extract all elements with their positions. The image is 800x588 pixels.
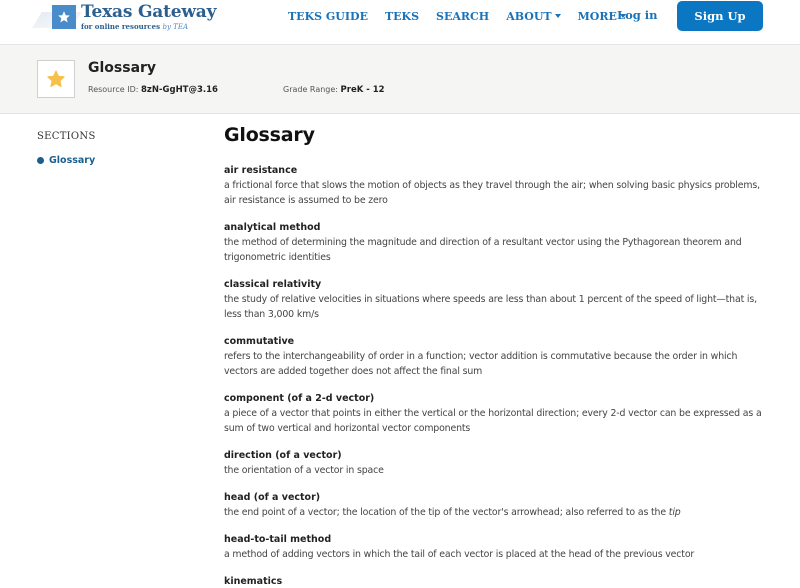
resource-id-value: 8zN-GgHT@3.16 [141, 85, 218, 95]
resource-id-label: Resource ID: [88, 85, 139, 94]
glossary-entry [224, 574, 769, 588]
nav-label: TEKS GUIDE [288, 9, 368, 23]
glossary-entry [224, 277, 769, 322]
glossary-entry [224, 220, 769, 265]
logo-subtitle-text: for online resources [81, 21, 161, 31]
logo-subtitle [81, 23, 216, 31]
glossary-term: classical relativity [224, 279, 322, 290]
glossary-term: head-to-tail method [224, 534, 332, 545]
caret-down-icon [555, 14, 561, 18]
nav-search[interactable] [436, 10, 489, 23]
nav-label: TEKS [384, 9, 420, 23]
glossary-entry [224, 391, 769, 436]
glossary-term: commutative [224, 336, 295, 347]
glossary-definition: refers to the interchangeability of order in a function; vector addition is commutative because the order in which vectors are added together does not affect the final sum [224, 351, 738, 377]
active-dot-icon [37, 157, 44, 164]
signup-button[interactable]: Sign Up [677, 1, 763, 31]
nav-teks[interactable] [385, 10, 419, 23]
glossary-term: analytical method [224, 222, 321, 233]
glossary-definition: the study of relative velocities in situations where speeds are less than about 1 percent of the speed of light—that is, less than 3,000 km/s [224, 294, 757, 320]
nav-teks-guide[interactable] [288, 10, 368, 23]
grade-range [283, 85, 385, 95]
glossary-term: component (of a 2-d vector) [224, 393, 375, 404]
glossary-definition: a frictional force that slows the motion of objects as they travel through the air; when solving basic physics problems, air resistance is assumed to be zero [224, 180, 760, 206]
glossary-term: kinematics [224, 576, 283, 587]
resource-star-icon [37, 60, 75, 98]
sidebar-item-label: Glossary [49, 155, 96, 166]
nav-label: MORE [577, 9, 617, 23]
definition-italic-term: tip [668, 507, 681, 518]
login-link[interactable]: Log in [617, 8, 658, 22]
grade-range-label: Grade Range: [283, 85, 338, 94]
glossary-definition: a method of adding vectors in which the tail of each vector is placed at the head of the previous vector [224, 549, 695, 560]
glossary-term: head (of a vector) [224, 492, 321, 503]
resource-id [88, 85, 218, 95]
glossary-term: air resistance [224, 165, 298, 176]
glossary-term: direction (of a vector) [224, 450, 342, 461]
glossary-entry [224, 448, 769, 478]
sections-heading: SECTIONS [37, 131, 96, 142]
resource-title: Glossary [88, 60, 157, 76]
grade-range-value: PreK - 12 [340, 85, 385, 95]
logo-title: Texas Gateway [81, 1, 217, 22]
top-navigation [0, 0, 800, 40]
glossary-definition: a piece of a vector that points in either the vertical or the horizontal direction; every 2-d vector can be expressed as a sum of two vertical and horizontal vector components [224, 408, 762, 434]
glossary-definition: the method of determining the magnitude and direction of a resultant vector using the Pythagorean theorem and trigonometric identities [224, 237, 742, 263]
star-icon [52, 5, 76, 29]
sidebar-item-glossary[interactable] [37, 155, 95, 166]
resource-header [0, 44, 800, 114]
glossary-entry [224, 334, 769, 379]
nav-label: ABOUT [506, 9, 552, 23]
texas-gateway-logo[interactable] [37, 2, 216, 32]
nav-about-dropdown[interactable] [506, 10, 560, 23]
glossary-definition [224, 505, 769, 520]
logo-by-tea: by TEA [162, 22, 188, 31]
glossary-definition: the orientation of a vector in space [224, 465, 384, 476]
glossary-content [224, 124, 769, 588]
glossary-entry [224, 532, 769, 562]
page-title: Glossary [224, 124, 315, 146]
logo-text [81, 1, 217, 31]
definition-text: the end point of a vector; the location of the tip of the vector's arrowhead; also referred to as the [224, 507, 666, 518]
nav-label: SEARCH [436, 9, 490, 23]
glossary-entry [224, 490, 769, 520]
glossary-entry [224, 163, 769, 208]
main-nav [288, 0, 643, 32]
